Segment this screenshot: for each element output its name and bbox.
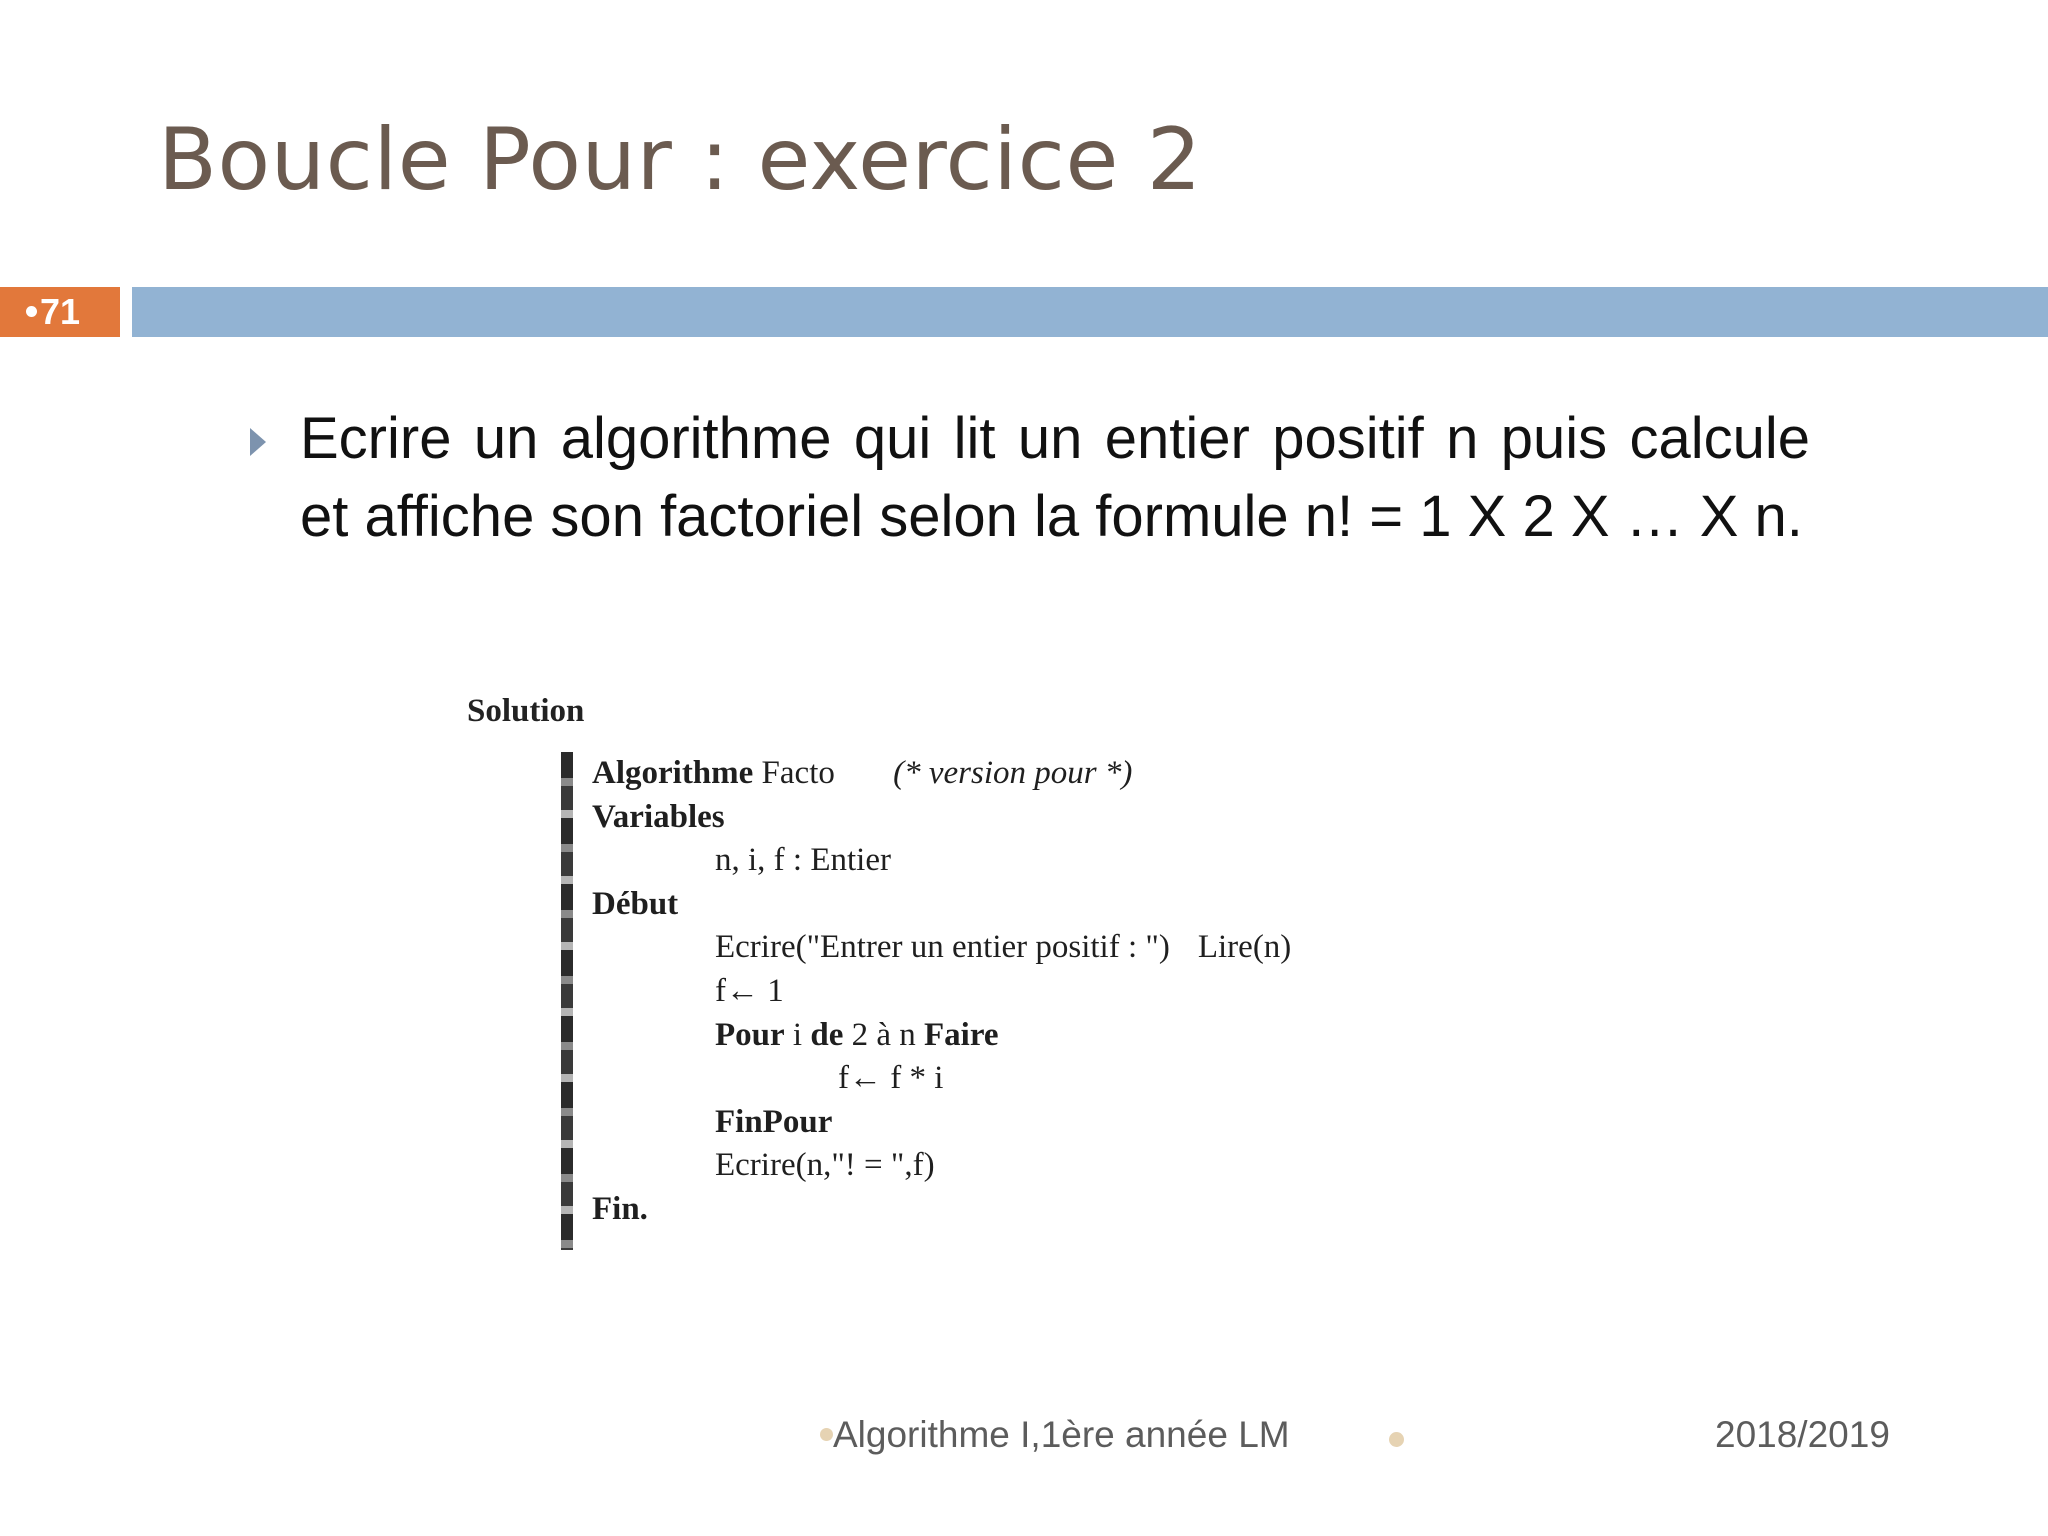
for-loop-header bbox=[592, 1014, 1291, 1058]
variables-declaration: n, i, f : Entier bbox=[715, 842, 891, 879]
algorithm-comment: (* version pour *) bbox=[893, 755, 1133, 791]
slide-number-badge bbox=[0, 287, 120, 337]
faire-keyword: Faire bbox=[924, 1016, 999, 1053]
slide-title: Boucle Pour : exercice 2 bbox=[158, 110, 1202, 210]
loop-variable: i bbox=[792, 1016, 803, 1053]
footer-course-text: Algorithme I,1ère année LM bbox=[833, 1414, 1290, 1455]
exercise-text: Ecrire un algorithme qui lit un entier positif n puis calcule et affiche son factoriel selon la formule n! = 1 X 2 X … X n. bbox=[300, 406, 1810, 549]
algorithm-name: Facto bbox=[761, 755, 835, 791]
de-keyword: de bbox=[810, 1016, 844, 1053]
algorithm-keyword: Algorithme bbox=[592, 755, 754, 791]
algorithm-header-line bbox=[592, 752, 1291, 796]
output-statement: Ecrire(n,"! = ",f) bbox=[715, 1147, 935, 1184]
slide-number: 71 bbox=[40, 291, 81, 332]
exercise-statement bbox=[250, 400, 1810, 556]
begin-keyword: Début bbox=[592, 885, 679, 922]
title-divider-bar bbox=[132, 287, 2048, 337]
algorithm-code-block bbox=[592, 752, 1291, 1232]
init-statement: f← 1 bbox=[715, 972, 784, 1009]
variables-keyword: Variables bbox=[592, 798, 725, 835]
end-keyword: Fin. bbox=[592, 1190, 648, 1227]
triangle-bullet-icon bbox=[250, 428, 266, 456]
end-for-keyword: FinPour bbox=[715, 1103, 833, 1140]
for-keyword: Pour bbox=[715, 1016, 785, 1053]
loop-body-statement: f← f * i bbox=[838, 1060, 944, 1097]
bullet-dot-icon bbox=[26, 306, 37, 317]
footer-bullet-icon bbox=[820, 1428, 833, 1441]
write-prompt-statement: Ecrire("Entrer un entier positif : ") bbox=[715, 929, 1170, 966]
algorithm-margin-bar bbox=[561, 752, 573, 1250]
loop-range: 2 à n bbox=[851, 1016, 916, 1053]
read-statement: Lire(n) bbox=[1197, 929, 1292, 966]
footer-separator-dot-icon bbox=[1389, 1432, 1404, 1447]
solution-heading: Solution bbox=[467, 693, 585, 729]
input-statement-line bbox=[592, 926, 1291, 970]
footer-course bbox=[820, 1414, 1290, 1456]
footer-year: 2018/2019 bbox=[1715, 1414, 1890, 1455]
